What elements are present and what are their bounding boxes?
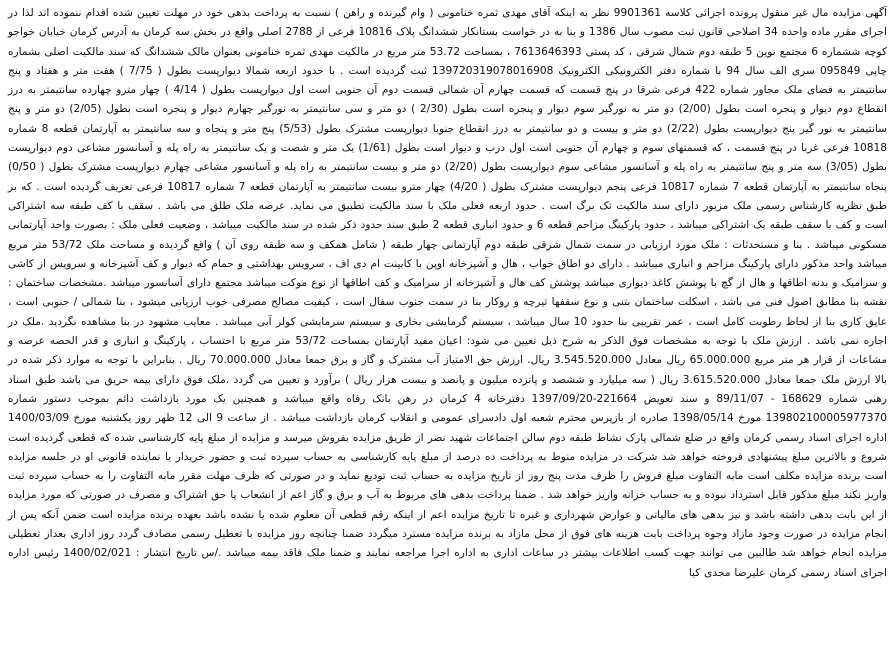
auction-notice-text: آگهی مزایده مال غیر منقول پرونده اجرائی کلاسه 9901361 نظر به اینکه آقای مهدی ثمره خنامونی ( وام گیرنده و راهن ) نسبت به پرداخت بدهی خود در مهلت تعیین شده اقدام ننموده اند لذا در اجرای مقرر ماده واحده 34 اصلاحی قانون ثبت مصوب سال 1386 و بنا به در خواست بستانکار ششدانگ پلاک 10816 فرعی از 2788 اصلی واقع در بخش سه کرمان به آدرس کرمان خیابان خواجو کوچه ششماره 6 مجتمع نوین 5 طبقه دوم شمال شرقی ، کد پستی 7613646393 ، بمساحت 53.72 متر مربع در مالکیت مهدی ثمره خنامونی بعنوان مالک ششدانگ که سند مالکیت اصلی بشماره چاپی 095849 سری الف سال 94 با شماره دفتر الکترونیکی الکترونیک 139720319078016908 ثبت گردیده است . با حدود اربعه شمالا دیوارپست بطول ( 7/75 ) هفت متر و هفتاد و پنج سانتیمتر به فضای ملک مجاور شماره 422 فرعی شرقا در پنج قسمت که قسمت چهارم آن شمالی قسمت دوم آن جنوبی است اول دیوارپست بطول ( 4/14 ) چهار مترو چهارده سانتیمتر به درز انقطاع دوم دیوار و پنجره است بطول (2/00) دو متر به نورگیر سوم دیوار و پنجره است بطول (2/30 ) دو متر و سی سانتیمتر به نورگیر چهارم دیوار و پنجره است بطول (2/05) دو متر و پنج سانتیمتر به نور گیر پنج دیوارپست بطول (2/22) دو متر و بیست و دو سانتیمتر به درز انقطاع جنوبا دیوارپست مشترک بطول (5/53) پنج متر و پنجاه و سه سانتیمتر به آپارتمان قطعه 8 شماره 10818 فرعی غربا در پنج قسمت ، که قسمتهای سوم و چهارم آن جنوبی است اول درب و دیوار است بطول (1/61) یک متر و شصت و یک سانتیمتر به راه پله و آسانسور مشاعی دوم دیوارپست بطول (3/05) سه متر و پنج سانتیمتر به راه پله و آسانسور مشاعی سوم دیوارپست بطول (2/20) دو متر و بیست سانتیمتر به راه پله و آسانسور مشاعی چهارم دیوارپست مشترک بطول ( 0/50) پنجاه سانتیمتر به آپارتمان قطعه 7 شماره 10817 فرعی پنجم دیوارپست مشترک بطول ( 4/20) چهار مترو بیست سانتیمتر به آپارتمان قطعه 7 شماره 10817 فرعی تعریف گردیده است . که بر طبق نظریه کارشناس رسمی ملک مزبور دارای سند مالکیت تک برگ است . حدود اربعه فعلی ملک با سند مالکیت تطبیق می نماید. عرصه ملک طلق می باشد . سقف با کف طبقه سه اشتراکی است و کف با سقف طبقه یک اشتراکی میباشد ، حدود پارکینگ مزاحم قطعه 6 و حدود انباری قطعه 2 طبق سند حدود ذکر شده در سند مالکیت میباشد ، وضعیت فعلی ملک : بصورت واحد آپارتمانی مسکونی میباشد . بنا و مستحدثات : ملک مورد ارزیابی در سمت شمال شرقی طبقه دوم آپارتمانی چهار طبقه ( شامل همکف و سه طبقه روی آن ) واقع گردیده و مساحت ملک 53/72 متر مربع میباشد واحد مذکور دارای پارکینگ مزاحم و انباری میباشد . دارای دو اطاق خواب ، هال و آشپزخانه اوپن با کابینت ام دی اف ، سرویس بهداشتی و حمام که دیوار و کف آشپزخانه و سرویس از کاشی و سرامیک و بدنه اطاقها و هال از گچ با پوشش کاغذ دیواری میباشد پوشش کف هال و آشپزخانه از سرامیک و کف اطاقها از نوع موکت میباشد مجتمع دارای آسانسور میباشد .مشخصات ساختمان : نقشه بنا مطابق اصول فنی می باشد ، اسکلت ساختمان بتنی و نوع سقفها تیرچه و روکار بنا در سمت جنوب سفال است ، کیفیت مصالح مصرفی خوب ارزیابی میشود ، بنا شمالی / جنوبی است ، عایق کاری بنا از لحاظ رطوبت کامل است ، عمر تقریبی بنا حدود 10 سال میباشد ، سیستم گرمایشی بخاری و سیستم سرمایشی کولر آبی میباشد . معایب مشهود در بنا مشاهده نگردید .ملک در اجاره نمی باشد . ارزش ملک با توجه به مشخصات فوق الذکر به شرح ذیل تعیین می شود: اعیان مفید آپارتمان بمساحت 53/72 متر مربع با احتساب ، پارکینگ و انباری و قدر الحصه عرصه و مشاعات از قرار هر متر مربع 65.000.000 ریال معادل 3.545.520.000 ریال. ارزش حق الامتیاز آب مشترک و گاز و برق جمعا معادل 70.000.000 ریال . بنابراین با توجه به موارد ذکر شده در بالا ارزش ملک جمعا معادل 3.615.520.000 ریال ( سه میلیارد و ششصد و پانزده میلیون و پانصد و بیست هزار ریال ) برآورد و تعیین می گردد .ملک فوق دارای بیمه حریق می باشد طبق اسناد رهنی شماره 168629 - 89/11/07 و سند تعویض 221664-1397/09/20 دفترخانه 4 کرمان در رهن بانک رفاه واقع میباشد و همچنین یک مورد بازداشت دائم بموجب دستور شماره 139802100005977370 مورخ 1398/05/14 صادره از بازپرس محترم شعبه اول دادسرای عمومی و انقلاب کرمان بازداشت میباشد . از ساعت 9 الی 12 ظهر روز یکشنبه مورخ 1400/03/09 اداره اجرای اسناد رسمی کرمان واقع در ضلع شمالی پارک نشاط طبقه دوم سالن اجتماعات شهید نصر از طریق مزایده بفروش میرسد و مزایده از مبلغ پایه کارشناسی شده که قطعی گردیده است شروع و بالاترین مبلغ پیشنهادی فروخته خواهد شد شرکت در مزایده منوط به پرداخت ده درصد از مبلغ پایه کارشناسی به حساب سپرده ثبت و حضور خریدار یا نماینده قانونی او در جلسه مزایده است برنده مزایده مکلف است مابه التفاوت مبلغ فروش را ظرف مدت پنج روز از تاریخ مزایده به حساب ثبت تودیع نماید و در صورتی که ظرف مهلت مقرر مابه التفاوت را به حساب سپرده ثبت واریز نکند مبلغ مذکور قابل استرداد نبوده و به حساب خزانه واریز خواهد شد . ضمنا پرداخت بدهی های مربوط به آب و برق و گاز اعم از انشعاب یا حق اشتراک و مصرف در صورتی که مورد مزایده از این بابت بدهی داشته باشد و نیز بدهی های مالیاتی و عوارض شهرداری و غیره تا تاریخ مزایده اعم از اینکه رقم قطعی آن معلوم شده یا نشده باشد بعهده برنده مزایده است ضمن آنکه پس از انجام مزایده در صورت وجود مازاد وجوه پرداخت بابت هزینه های فوق از محل مازاد به برنده مزایده مسترد میگردد ضمنا چنانچه روز مزایده با تعطیل رسمی مصادف گردد روز اداری بعداز تعطیلی مزایده انجام خواهد شد طالبین می توانند جهت کسب اطلاعات بیشتر در ساعات اداری به اداره اجرا مراجعه نمایند و ضمنا ملک فاقد بیمه میباشد ./س تاریخ انتشار : 1400/02/021 رئیس اداره اجرای اسناد رسمی کرمان علیرضا مجدی کیا [8, 7, 888, 579]
